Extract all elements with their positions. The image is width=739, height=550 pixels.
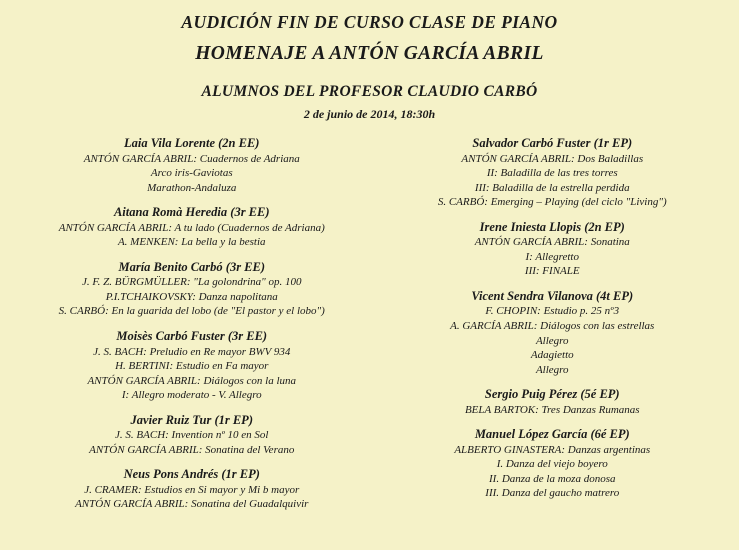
piece-line: J. S. BACH: Preludio en Re mayor BWV 934 [93,345,291,358]
piece-line: A. MENKEN: La bella y la bestia [117,236,266,249]
student-name: Javier Ruiz Tur (1r EP) [130,412,253,427]
program-entry [376,387,730,417]
program-entry [376,136,730,210]
piece-line: BELA BARTOK: Tres Danzas Rumanas [464,403,640,416]
student-name: Moisès Carbó Fuster (3r EE) [116,329,268,343]
piece-line: ANTÓN GARCÍA ABRIL: A tu lado (Cuadernos de Adriana) [58,221,325,234]
student-name: Manuel López García (6é EP) [474,427,630,442]
right-column [370,136,730,522]
piece-line: ANTÓN GARCÍA ABRIL: Diálogos con la luna [87,374,297,387]
piece-line: Arco iris-Gaviotas [150,167,233,180]
program-entry [14,329,370,403]
piece-line: Allegro [535,334,569,347]
program-entry [376,427,730,501]
page-title: AUDICIÓN FIN DE CURSO CLASE DE PIANO [181,12,558,32]
program-columns [10,136,729,522]
piece-line: P.I.TCHAIKOVSKY: Danza napolitana [105,290,278,303]
piece-line: A. GARCÍA ABRIL: Diálogos con las estrellas [450,320,655,332]
piece-line: ALBERTO GINASTERA: Danzas argentinas [454,443,651,456]
program-entry [376,220,730,279]
student-name: Sergio Puig Pérez (5é EP) [484,387,620,402]
student-name: Salvador Carbó Fuster (1r EP) [472,136,633,150]
piece-line: J. CRAMER: Estudios en Si mayor y Mi b mayor [84,483,300,496]
program-entry [14,467,370,512]
piece-line: Allegro [535,363,569,376]
piece-line: S. CARBÓ: Emerging – Playing (del ciclo "Living") [437,196,667,209]
program-date: 2 de junio de 2014, 18:30h [303,107,436,121]
student-name: Vicent Sendra Vilanova (4t EP) [471,288,634,303]
piece-line: J. F. Z. BÜRGMÜLLER: "La golondrina" op. 100 [81,276,302,289]
piece-line: J. S. BACH: Invention nº 10 en Sol [115,429,269,442]
program-entry [14,205,370,250]
student-name: Laia Vila Lorente (2n EE) [124,136,260,150]
piece-line: S. CARBÓ: En la guarida del lobo (de "El pastor y el lobo") [58,305,325,318]
program-header [10,12,729,122]
piece-line: ANTÓN GARCÍA ABRIL: Sonatina del Guadalquivir [75,498,309,511]
page-subtitle-teacher: ALUMNOS DEL PROFESOR CLAUDIO CARBÓ [201,83,538,100]
student-name: María Benito Carbó (3r EE) [118,259,266,274]
program-entry [376,289,730,377]
piece-line: III: FINALE [524,265,580,278]
piece-line: III: Baladilla de la estrella perdida [474,181,630,194]
program-entry [14,260,370,319]
student-name: Neus Pons Andrés (1r EP) [123,467,260,482]
piece-line: II. Danza de la moza donosa [489,472,616,485]
program-entry [14,413,370,458]
piece-line: ANTÓN GARCÍA ABRIL: Cuadernos de Adriana [83,152,300,165]
page-subtitle-homage: HOMENAJE A ANTÓN GARCÍA ABRIL [195,43,544,64]
piece-line: Adagietto [530,349,574,362]
program-entry [14,136,370,195]
piece-line: III. Danza del gaucho matrero [485,487,620,500]
piece-line: I: Allegro moderato - V. Allegro [121,389,262,402]
piece-line: I: Allegretto [525,250,579,263]
piece-line: II: Baladilla de las tres torres [486,167,618,180]
piece-line: F. CHOPIN: Estudio p. 25 nº3 [485,305,620,318]
piece-line: ANTÓN GARCÍA ABRIL: Sonatina del Verano [89,443,295,456]
piece-line: I. Danza del viejo boyero [496,458,608,471]
left-column [10,136,370,522]
student-name: Aitana Romà Heredia (3r EE) [113,205,270,220]
piece-line: Marathon-Andaluza [147,181,237,194]
student-name: Irene Iniesta Llopis (2n EP) [479,219,625,234]
piece-line: H. BERTINI: Estudio en Fa mayor [115,360,269,373]
piece-line: ANTÓN GARCÍA ABRIL: Dos Baladillas [461,152,644,165]
piece-line: ANTÓN GARCÍA ABRIL: Sonatina [474,236,630,249]
